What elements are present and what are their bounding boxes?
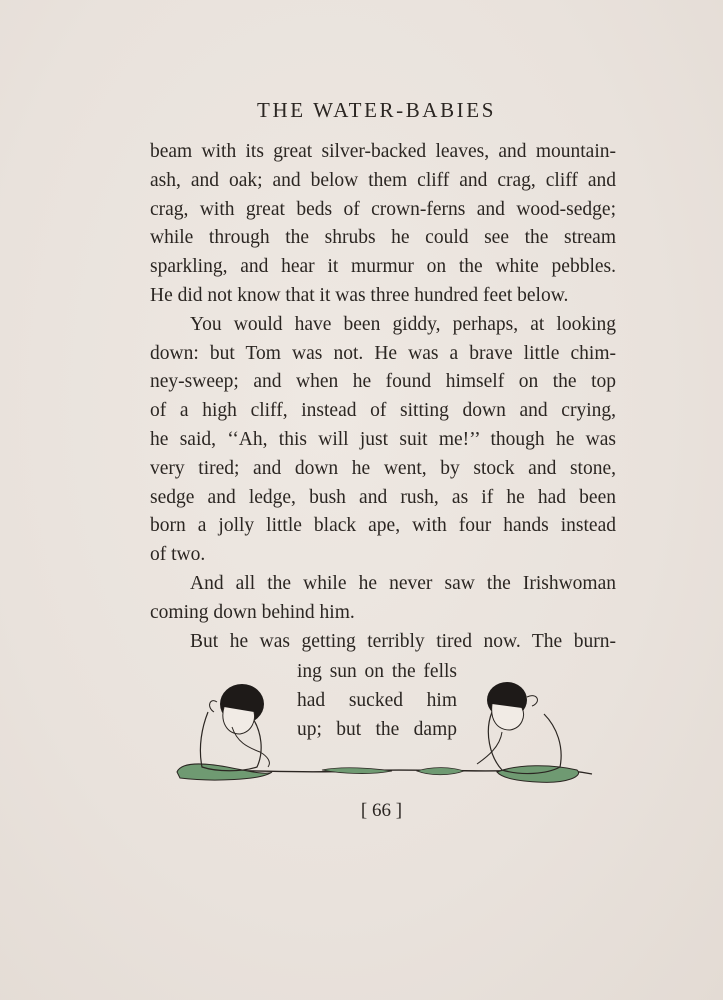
left-child-figure — [200, 684, 269, 771]
text-line: very tired; and down he went, by stock and stone, — [150, 457, 616, 479]
paragraph — [150, 570, 616, 628]
two-sitting-children-illustration — [172, 672, 597, 802]
text-line: beam with its great silver-backed leaves, and mountain- — [150, 141, 616, 162]
paragraph — [150, 138, 616, 311]
grass-right — [497, 766, 579, 783]
text-line: born a jolly little black ape, with four hands instead — [150, 515, 616, 537]
text-line: down: but Tom was not. He was a brave little chim- — [150, 342, 616, 364]
text-line: while through the shrubs he could see the stream — [150, 227, 616, 249]
narrow-text-line: up; but the damp — [297, 718, 457, 740]
text-line: ney-sweep; and when he found himself on the top — [150, 371, 616, 393]
text-line: he said, ‘‘Ah, this will just suit me!’’ though he was — [150, 428, 616, 450]
text-line: sparkling, and hear it murmur on the white pebbles. — [150, 256, 616, 278]
narrow-text-line: had sucked him — [297, 689, 457, 711]
right-child-figure — [477, 682, 561, 774]
text-line: But he was getting terribly tired now. The burn- — [190, 630, 616, 652]
page-number: [ 66 ] — [360, 800, 403, 821]
text-line: ash, and oak; and below them cliff and crag, cliff and — [150, 169, 616, 191]
text-line: You would have been giddy, perhaps, at looking — [190, 313, 616, 335]
body-text — [150, 138, 616, 656]
paragraph — [150, 311, 616, 570]
grass-mid — [322, 768, 392, 774]
text-line: And all the while he never saw the Irishwoman — [190, 572, 616, 594]
text-line: sedge and ledge, bush and rush, as if he had been — [150, 486, 616, 508]
grass-mid2 — [417, 768, 464, 775]
paragraph — [150, 628, 616, 657]
text-line: of a high cliff, instead of sitting down and crying, — [150, 400, 616, 422]
text-line: coming down behind him. — [150, 601, 355, 623]
text-line: of two. — [150, 544, 206, 566]
text-line: crag, with great beds of crown-ferns and wood-sedge; — [150, 198, 616, 220]
running-title: THE WATER-BABIES — [257, 98, 496, 122]
text-line: He did not know that it was three hundred feet below. — [150, 284, 569, 306]
narrow-text-line: ing sun on the fells — [297, 661, 457, 682]
